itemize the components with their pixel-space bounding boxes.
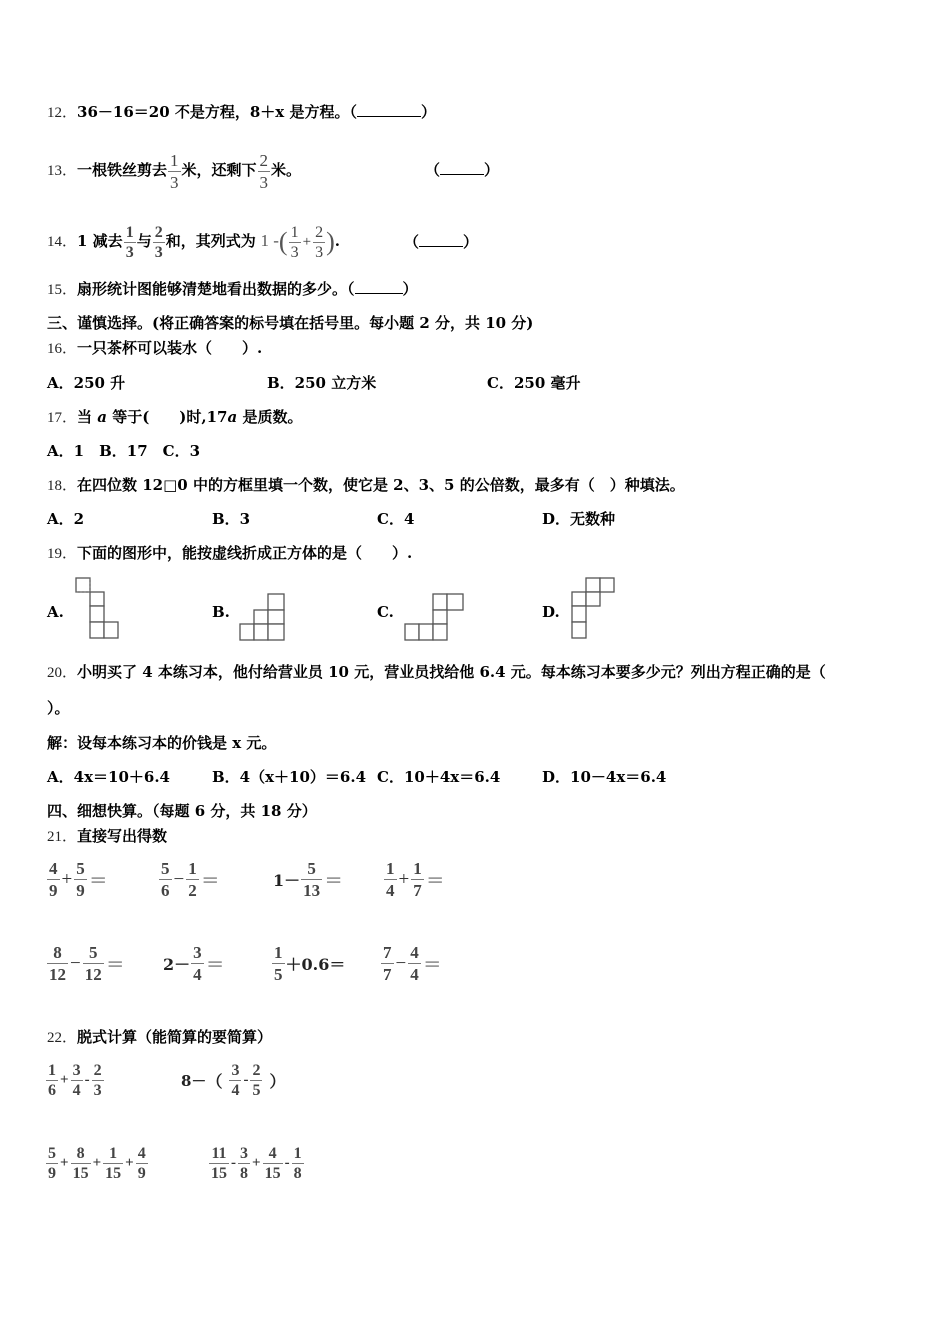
variable-a: a [97, 408, 107, 426]
option-a[interactable]: A．2 [47, 510, 85, 528]
option-a[interactable]: A．4x＝10＋6.4 [47, 768, 170, 786]
option-d[interactable]: D．无数种 [542, 510, 616, 528]
option-c[interactable]: C．10＋4x＝6.4 [377, 768, 501, 786]
question-text: 1 减去 [77, 232, 123, 250]
question-19 [47, 543, 412, 564]
calc-21-4: $\frac{1}{4}$ + $\frac{1}{7}$ ＝ [386, 859, 445, 900]
section-3-heading: 三、谨慎选择。(将正确答案的标号填在括号里。每小题 2 分，共 10 分) [47, 314, 534, 332]
question-20-cont: ）。 [47, 699, 70, 717]
calc-22-1: $\frac{1}{6}$ + $\frac{3}{4}$ - $\frac{2}{3}$ [48, 1062, 102, 1099]
question-text: 小明买了 4 本练习本，他付给营业员 10 元，营业员找给他 6.4 元。每本练习本要多少元？列出方程正确的是（ [77, 663, 826, 681]
question-number: 13． [47, 163, 78, 179]
cube-net-d[interactable] [570, 576, 618, 644]
answer-blank[interactable] [355, 279, 403, 294]
question-number: 12． [47, 105, 78, 121]
option-b[interactable]: B．3 [212, 510, 251, 528]
option-b[interactable]: B．4（x＋10）＝6.4 [212, 768, 367, 786]
question-17: 17．当 a 等于( )时,17a 是质数。 [47, 408, 303, 426]
question-number: 18． [47, 478, 78, 494]
close-paren: ） [484, 161, 500, 179]
net-d-label[interactable]: D. [542, 603, 560, 621]
question-12 [47, 102, 436, 123]
net-b-label[interactable]: B. [212, 603, 230, 621]
formula-lead: 1 - [260, 231, 279, 250]
calc-21-2: $\frac{5}{6}$ − $\frac{1}{2}$ ＝ [161, 859, 220, 900]
question-20 [47, 662, 826, 683]
option-b[interactable]: B．250 立方米 [267, 374, 377, 392]
question-title: 脱式计算（能简算的要简算） [77, 1028, 273, 1046]
question-14: 14．1 减去 $\frac{1}{3}$ 与 $\frac{2}{3}$ 和，其列式为 1 -( $\frac{1}{3}$ + $\frac{2}{3}$ ). [47, 223, 340, 261]
question-13-answer [425, 160, 499, 180]
fraction: $\frac{1}{3}$ [125, 223, 134, 261]
question-text: 一只茶杯可以装水（ ）. [77, 339, 263, 357]
open-paren: （ [404, 233, 420, 251]
option-c[interactable]: C．4 [377, 510, 415, 528]
section-4-heading: 四、细想快算。（每题 6 分，共 18 分） [47, 802, 317, 820]
solution-line: 解：设每本练习本的价钱是 x 元。 [47, 734, 277, 752]
fraction: $\frac{2}{3}$ [315, 223, 324, 261]
cube-net-a[interactable] [74, 576, 122, 644]
question-21 [47, 826, 167, 847]
question-number: 16． [47, 341, 78, 357]
option-a[interactable]: A．250 升 [47, 374, 126, 392]
question-text: 36－16＝20 不是方程，8＋x 是方程。（ [77, 103, 357, 121]
close-paren: ） [463, 233, 479, 251]
calc-21-7: $\frac{1}{5}$ ＋0.6＝ [274, 943, 346, 984]
question-title: 直接写出得数 [77, 827, 168, 845]
calc-21-1: $\frac{4}{9}$ + $\frac{5}{9}$ ＝ [49, 859, 108, 900]
question-13 [47, 148, 301, 193]
answer-blank[interactable] [419, 232, 463, 247]
question-number: 22． [47, 1030, 78, 1046]
cube-net-b[interactable] [238, 592, 288, 644]
question-22 [47, 1027, 272, 1048]
calc-21-6: 2－ $\frac{3}{4}$ ＝ [163, 943, 225, 984]
question-15 [47, 279, 418, 300]
question-text: 米。 [271, 161, 302, 179]
question-number: 21． [47, 829, 78, 845]
question-number: 17． [47, 410, 78, 426]
fraction: $\frac{2}{3}$ [259, 150, 269, 192]
question-14-answer [404, 232, 478, 252]
net-a-label[interactable]: A. [47, 603, 64, 621]
question-number: 20． [47, 665, 78, 681]
calc-22-3: $\frac{5}{9}$ + $\frac{8}{15}$ + $\frac{1}{15}$ + $\frac{4}{9}$ [48, 1145, 146, 1182]
close-paren: ） [402, 280, 418, 298]
question-text: 扇形统计图能够清楚地看出数据的多少。（ [77, 280, 355, 298]
calc-22-4: $\frac{11}{15}$ - $\frac{3}{8}$ + $\frac{4}{15}$ - $\frac{1}{8}$ [211, 1145, 302, 1182]
open-paren: （ [425, 161, 441, 179]
question-text: 在四位数 12□0 中的方框里填一个数，使它是 2、3、5 的公倍数，最多有（ ）种填法。 [77, 476, 685, 494]
cube-net-c[interactable] [403, 592, 467, 644]
question-18 [47, 475, 685, 496]
calc-22-2: 8－（ $\frac{3}{4}$ - $\frac{2}{5}$ ） [181, 1062, 286, 1099]
options-row[interactable]: A．1 B．17 C．3 [47, 442, 201, 460]
close-paren: ） [420, 103, 436, 121]
calc-21-8: $\frac{7}{7}$ − $\frac{4}{4}$ ＝ [383, 943, 442, 984]
option-c[interactable]: C．250 毫升 [487, 374, 581, 392]
question-number: 14． [47, 234, 78, 250]
answer-blank[interactable] [357, 102, 421, 117]
question-text: 一根铁丝剪去 [77, 161, 168, 179]
question-16 [47, 338, 262, 359]
question-text: 与 [136, 232, 152, 250]
option-d[interactable]: D．10－4x＝6.4 [542, 768, 667, 786]
calc-21-5: $\frac{8}{12}$ − $\frac{5}{12}$ ＝ [49, 943, 125, 984]
question-text: 下面的图形中，能按虚线折成正方体的是（ ）. [77, 544, 413, 562]
question-text: 米，还剩下 [181, 161, 257, 179]
net-c-label[interactable]: C. [377, 603, 394, 621]
fraction: $\frac{2}{3}$ [154, 223, 163, 261]
question-number: 15． [47, 282, 78, 298]
plus-sign: + [302, 234, 312, 250]
answer-blank[interactable] [440, 160, 484, 175]
question-text: 和，其列式为 [165, 232, 256, 250]
variable-a: a [227, 408, 238, 426]
question-number: 19． [47, 546, 78, 562]
fraction: $\frac{1}{3}$ [290, 223, 299, 261]
calc-21-3: 1－ $\frac{5}{13}$ ＝ [273, 859, 344, 900]
fraction: $\frac{1}{3}$ [170, 150, 179, 192]
question-text: . [334, 232, 340, 250]
